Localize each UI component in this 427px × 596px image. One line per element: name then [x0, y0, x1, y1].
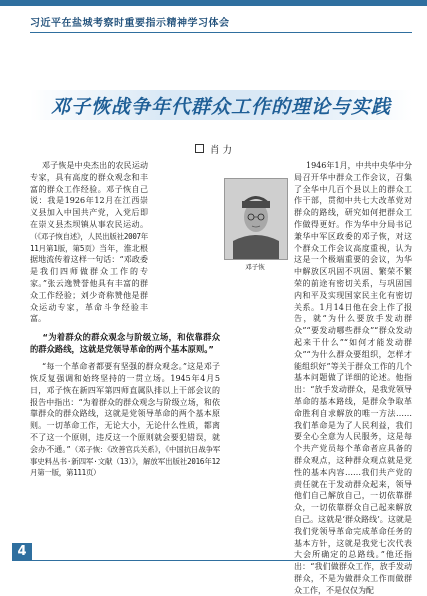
left-paragraph-1-tail: 当年，淮北根据地流传着这样一句话：“邓政委是我们四师做群众工作的专家。”张云逸赞誉他具有丰富的群众工作经验；刘少奇称赞他是群众运动专家，革命斗争经验丰富。: [30, 243, 149, 324]
left-paragraph-1-reference: （《邓子恢自述》，人民出版社2007年11月第1版，第5页）: [30, 231, 148, 253]
section-header-text: 习近平在盐城考察时重要指示精神学习体会: [30, 18, 230, 29]
left-paragraph-2: [30, 361, 220, 479]
left-column: [30, 160, 220, 479]
pull-quote: “为着群众的群众观念与阶级立场，和依靠群众的群众路线，这就是党领导革命的两个基本原则。”: [30, 332, 220, 355]
page-number: 4: [12, 543, 32, 561]
left-paragraph-1: [30, 160, 220, 325]
author-name: 肖 力: [209, 145, 233, 156]
left-paragraph-1-text: 邓子恢是中央杰出的农民运动专家，具有高度的群众观念和丰富的群众工作经验。邓子恢自己说：我是1926年12月在江西崇义县加入中国共产党，入党后即在崇义县杰坝镇从事农民运动。: [30, 161, 148, 229]
article-title: 邓子恢战争年代群众工作的理论与实践: [50, 96, 391, 118]
left-paragraph-2-reference: （邓子恢：《改善官兵关系》，《中国抗日战争军事史料丛书·新四军·文献（13）》，解放军出版社2016年12月第一版，第111页）: [30, 444, 220, 478]
bottom-rule: [32, 560, 412, 561]
right-paragraph-1-text: 1946年1月，中共中央华中分局召开华中群众工作会议，召集了全华中几百个县以上的群众工作干部，贯彻中共七大改革党对群众的路线，研究如何把群众工作做得更好。作为华中分局书记兼华中军区政委的邓子恢，对这个群众工作会议高度重视，认为这是一个极端重要的会议，为华中解放区巩固不巩固、繁荣不繁荣的前途有密切关系，与巩固国内和平及实现国家民主化有密切关系。1月14日他在会上作了报告，就“为什么要放手发动群众”“要发动哪些群众”“群众发动起来干什么”“如何才能发动群众”“为什么群众要组织，怎样才能组织好”等关于群众工作的几个基本问题做了详细的论述。他指出：“放手发动群众，是我党领导革命的基本路线，是群众争取革命胜利自求解放的唯一方法……我们革命是为了人民利益，我们要全心全意为人民服务，这是每个共产党员每个革命者应具备的群众观点，这种群众观点就是党性的基本内容……我们共产党的责任就在于发动群众起来，领导他们自己解放自己，一切依靠群众，一切依靠群众自己起来解放自己。这就是‘群众路线’。这就是我们党领导革命完成革命任务的基本方针，这就是我党七次代表大会所确定的总路线。”他还指出：“我们做群众工作，放手发动群众，不是为做群众工作而做群众工作，不是仅仅为配: [294, 161, 412, 595]
title-band: [30, 90, 412, 120]
author-line: [0, 142, 427, 156]
right-column: [230, 160, 412, 596]
author-marker-icon: [195, 144, 204, 153]
top-color-bar: [0, 0, 427, 6]
photo-caption: 邓子恢: [245, 263, 265, 271]
left-paragraph-2-text: “每一个革命者都要有坚强的群众观念。”这是邓子恢反复强调和始终坚持的一贯立场。1945年4月5日，邓子恢在新四军第四师直属队排以上干部会议的报告中指出：“为着群众的群众观念与阶级立场，和依靠群众的群众路线，这就是党领导革命的两个基本原则。一切革命工作，无论大小，无论什么性质，都离不了这一个原则，违反这一个原则就会要犯错误，就会办不通。”: [30, 362, 220, 454]
section-header: [30, 12, 412, 33]
right-paragraph-1: [230, 160, 412, 596]
